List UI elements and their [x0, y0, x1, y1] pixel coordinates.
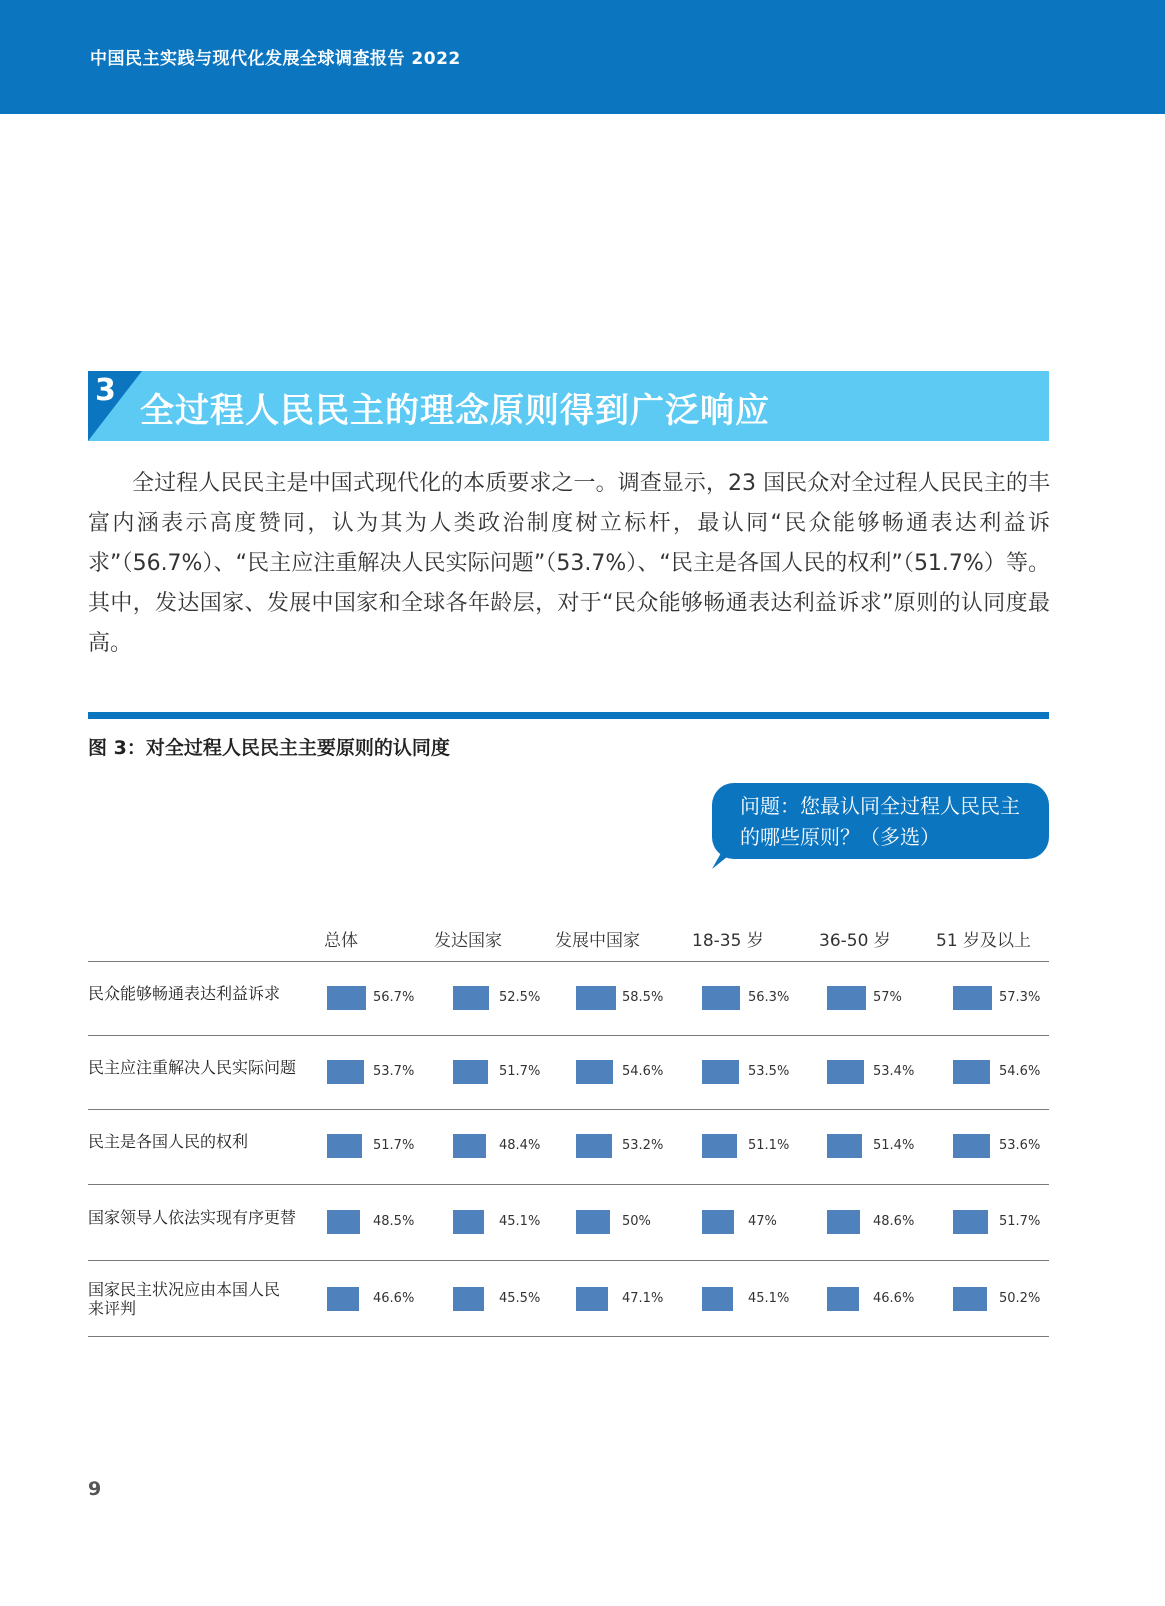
- bar-value-label: 51.7%: [373, 1138, 415, 1153]
- bar: [327, 1210, 360, 1234]
- row-divider: [88, 1035, 1049, 1036]
- bar-value-label: 54.6%: [622, 1064, 664, 1079]
- row-label: 民主是各国人民的权利: [88, 1132, 249, 1151]
- bar-value-label: 50%: [622, 1214, 651, 1229]
- bar-value-label: 51.4%: [873, 1138, 915, 1153]
- section-number: 3: [95, 373, 116, 408]
- bar: [576, 1134, 612, 1158]
- bar: [576, 1210, 610, 1234]
- bar-value-label: 53.6%: [999, 1138, 1041, 1153]
- header-band: [0, 0, 1165, 114]
- bar: [327, 986, 366, 1010]
- bar-value-label: 57%: [873, 990, 902, 1005]
- report-title: 中国民主实践与现代化发展全球调查报告 2022: [90, 49, 461, 69]
- bar: [953, 986, 992, 1010]
- row-divider: [88, 1184, 1049, 1185]
- bar: [827, 1287, 859, 1311]
- row-divider: [88, 961, 1049, 962]
- bar-value-label: 48.4%: [499, 1138, 541, 1153]
- row-label: 国家民主状况应由本国人民来评判: [88, 1280, 281, 1318]
- bar-value-label: 47%: [748, 1214, 777, 1229]
- bar: [827, 986, 866, 1010]
- bar: [702, 1134, 737, 1158]
- bar-value-label: 45.5%: [499, 1291, 541, 1306]
- bar: [953, 1060, 990, 1084]
- column-header: 发展中国家: [555, 931, 640, 951]
- bar-value-label: 47.1%: [622, 1291, 664, 1306]
- bar-value-label: 53.7%: [373, 1064, 415, 1079]
- bar: [953, 1287, 987, 1311]
- bar: [453, 1210, 484, 1234]
- bar: [702, 986, 740, 1010]
- bar: [576, 986, 616, 1010]
- bar-value-label: 53.4%: [873, 1064, 915, 1079]
- bar: [702, 1287, 733, 1311]
- bar-value-label: 45.1%: [748, 1291, 790, 1306]
- column-header: 36-50 岁: [819, 931, 891, 951]
- bar-value-label: 48.5%: [373, 1214, 415, 1229]
- bar: [453, 1060, 488, 1084]
- bar: [827, 1210, 860, 1234]
- column-header: 51 岁及以上: [936, 931, 1032, 951]
- bar-value-label: 53.2%: [622, 1138, 664, 1153]
- bar-value-label: 50.2%: [999, 1291, 1041, 1306]
- column-header: 18-35 岁: [692, 931, 764, 951]
- intro-paragraph: 全过程人民民主是中国式现代化的本质要求之一。调查显示，23 国民众对全过程人民民主的丰富内涵表示高度赞同，认为其为人类政治制度树立标杆，最认同“民众能够畅通表达利益诉求”（56.7%）、“民主应注重解决人民实际问题”（53.7%）、“民主是各国人民的权利”（51.7%）等。其中，发达国家、发展中国家和全球各年龄层，对于“民众能够畅通表达利益诉求”原则的认同度最高。: [88, 471, 1050, 656]
- bar-value-label: 58.5%: [622, 990, 664, 1005]
- bar-value-label: 51.7%: [499, 1064, 541, 1079]
- bar: [453, 1287, 484, 1311]
- row-divider: [88, 1109, 1049, 1110]
- bar-value-label: 54.6%: [999, 1064, 1041, 1079]
- row-label: 国家领导人依法实现有序更替: [88, 1208, 297, 1227]
- bar-value-label: 53.5%: [748, 1064, 790, 1079]
- bar: [327, 1287, 359, 1311]
- bar-value-label: 52.5%: [499, 990, 541, 1005]
- question-speech-bubble: 问题：您最认同全过程人民民主的哪些原则？（多选）: [712, 783, 1049, 859]
- row-label: 民主应注重解决人民实际问题: [88, 1058, 297, 1077]
- bar-value-label: 57.3%: [999, 990, 1041, 1005]
- bar: [702, 1060, 739, 1084]
- bar-value-label: 48.6%: [873, 1214, 915, 1229]
- bar: [327, 1060, 364, 1084]
- section-title: 全过程人民民主的理念原则得到广泛响应: [140, 391, 770, 431]
- bar-value-label: 56.3%: [748, 990, 790, 1005]
- bar-value-label: 51.1%: [748, 1138, 790, 1153]
- bar-value-label: 51.7%: [999, 1214, 1041, 1229]
- row-label: 民众能够畅通表达利益诉求: [88, 984, 281, 1003]
- bar: [576, 1060, 613, 1084]
- row-divider: [88, 1260, 1049, 1261]
- bar: [953, 1134, 990, 1158]
- page-number: 9: [88, 1478, 102, 1500]
- bar: [327, 1134, 362, 1158]
- bar: [953, 1210, 988, 1234]
- bar: [576, 1287, 608, 1311]
- bar: [453, 1134, 486, 1158]
- bar: [702, 1210, 734, 1234]
- column-header: 发达国家: [434, 931, 502, 951]
- bar: [827, 1134, 862, 1158]
- bar: [453, 986, 489, 1010]
- bar-value-label: 45.1%: [499, 1214, 541, 1229]
- bar-value-label: 46.6%: [873, 1291, 915, 1306]
- bar: [827, 1060, 864, 1084]
- bar-value-label: 56.7%: [373, 990, 415, 1005]
- figure-divider: [88, 712, 1049, 719]
- section-banner: [88, 371, 1049, 441]
- column-header: 总体: [324, 931, 358, 951]
- bar-value-label: 46.6%: [373, 1291, 415, 1306]
- figure-caption: 图 3：对全过程人民民主主要原则的认同度: [88, 737, 450, 759]
- row-divider: [88, 1336, 1049, 1337]
